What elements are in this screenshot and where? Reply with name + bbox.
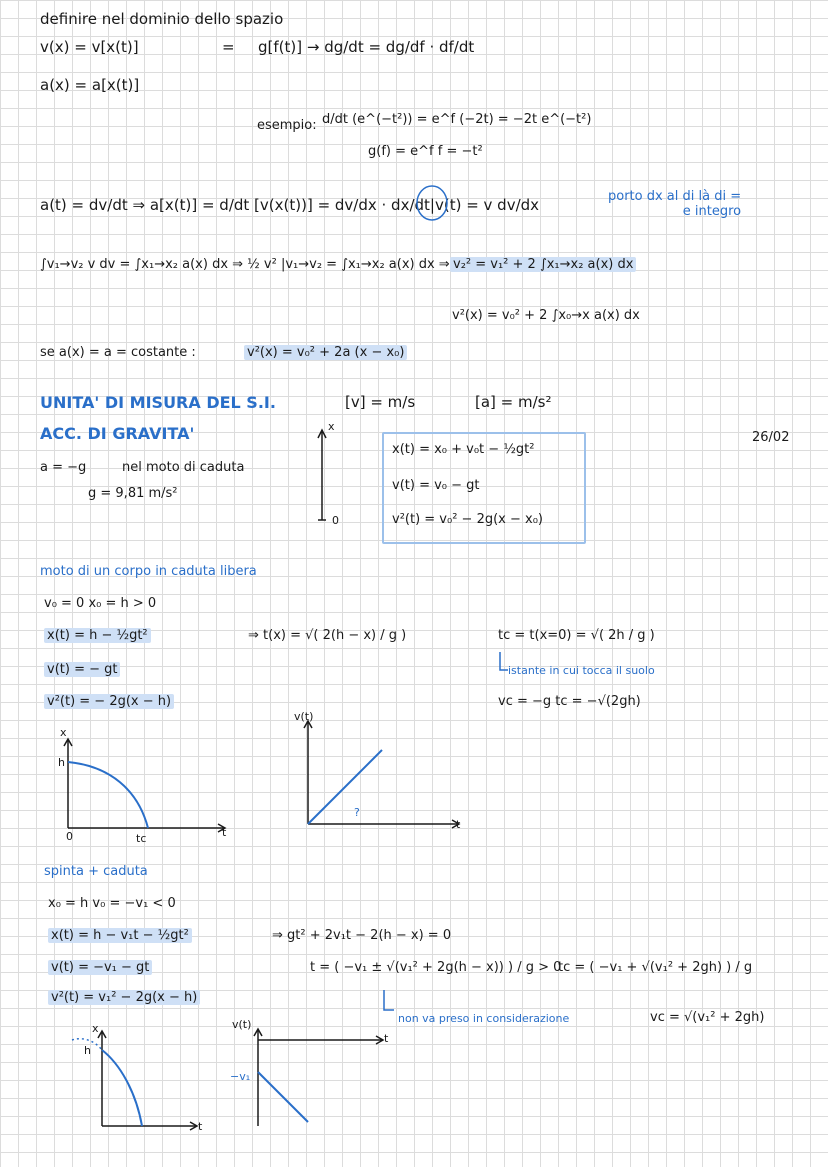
box-velocity-squared-equation: v²(t) = v₀² − 2g(x − x₀) (392, 512, 543, 527)
integration-note: porto dx al di là di = e integro (608, 189, 742, 219)
graph3-t-label: t (198, 1120, 203, 1133)
integral-result-highlight: v₂² = v₁² + 2 ∫x₁→x₂ a(x) dx (450, 257, 636, 272)
graph1-tc-label: tc (136, 832, 147, 845)
date: 26/02 (752, 430, 790, 445)
free-fall-heading: moto di un corpo in caduta libera (40, 564, 257, 579)
throw-impact-time: tc = ( −v₁ + √(v₁² + 2gh) ) / g (558, 960, 753, 975)
free-fall-velocity-highlight: v(t) = − gt (44, 662, 120, 677)
dxdt-circle (417, 186, 447, 220)
si-units-heading: UNITA' DI MISURA DEL S.I. (40, 393, 276, 412)
graph3-h-label: h (84, 1044, 91, 1057)
graph2-question-mark: ? (354, 806, 360, 819)
constant-acceleration-label: se a(x) = a = costante : (40, 345, 196, 360)
v-of-x-definition: v(x) = v[x(t)] (40, 38, 139, 56)
graph1-h-label: h (58, 756, 65, 769)
graph4-t-label: t (384, 1032, 389, 1045)
chain-rule: g[f(t)] → dg/dt = dg/df · df/dt (258, 38, 475, 56)
vertical-axis-x-label: x (328, 420, 335, 433)
free-fall-velocity-squared-highlight: v²(t) = − 2g(x − h) (44, 694, 174, 709)
throw-fall-velocity-highlight: v(t) = −v₁ − gt (48, 960, 152, 975)
a-of-x-definition: a(x) = a[x(t)] (40, 76, 140, 94)
impact-time-note: istante in cui tocca il suolo (508, 664, 655, 677)
solution-note: non va preso in considerazione (398, 1012, 570, 1025)
gravity-heading: ACC. DI GRAVITA' (40, 424, 195, 443)
graph2-t-label: t (456, 818, 461, 831)
box-velocity-equation: v(t) = v₀ − gt (392, 478, 480, 493)
constant-result-highlight: v²(x) = v₀² + 2a (x − x₀) (244, 345, 407, 360)
vertical-axis-origin-label: 0 (332, 514, 339, 527)
graph1-y-label: x (60, 726, 67, 739)
quadratic-solution: t = ( −v₁ ± √(v₁² + 2g(h − x)) ) / g > 0 (310, 960, 562, 975)
equals-sign: = (222, 38, 235, 56)
example-definition: g(f) = e^f f = −t² (368, 144, 483, 159)
free-fall-position-highlight: x(t) = h − ½gt² (44, 628, 151, 643)
solution-bracket (384, 990, 394, 1010)
throw-impact-velocity: vc = √(v₁² + 2gh) (650, 1010, 765, 1025)
graph3-curve (102, 1050, 142, 1126)
graph3-y-label: x (92, 1022, 99, 1035)
intro-line: definire nel dominio dello spazio (40, 10, 284, 28)
gravity-a-note: nel moto di caduta (122, 460, 245, 475)
impact-time: tc = t(x=0) = √( 2h / g ) (498, 628, 655, 643)
gravity-a-equation: a = −g (40, 460, 87, 475)
velocity-unit: [v] = m/s (345, 393, 416, 411)
acceleration-unit: [a] = m/s² (475, 393, 552, 411)
free-fall-initial-conditions: v₀ = 0 x₀ = h > 0 (44, 596, 157, 611)
graph4-line (258, 1072, 308, 1122)
throw-fall-position-highlight: x(t) = h − v₁t − ½gt² (48, 928, 192, 943)
graph1-origin-label: 0 (66, 830, 73, 843)
throw-fall-heading: spinta + caduta (44, 864, 148, 879)
throw-fall-initial-conditions: x₀ = h v₀ = −v₁ < 0 (48, 896, 176, 911)
graph3-dotted-arc (72, 1039, 102, 1050)
velocity-integral: ∫v₁→v₂ v dv = ∫x₁→x₂ a(x) dx ⇒ ½ v² |v₁→v₂ = ∫x₁→x₂ a(x) dx ⇒ (40, 257, 450, 272)
graph2-line (308, 750, 382, 824)
graph4-y-label: v(t) (232, 1018, 252, 1031)
quadratic-equation: ⇒ gt² + 2v₁t − 2(h − x) = 0 (272, 928, 452, 943)
graph1-t-label: t (222, 826, 227, 839)
example-label: esempio: (257, 118, 317, 133)
box-position-equation: x(t) = x₀ + v₀t − ½gt² (392, 442, 535, 457)
tc-note-bracket (500, 652, 508, 670)
graph4-v1-label: −v₁ (230, 1070, 251, 1083)
throw-fall-velocity-squared-highlight: v²(t) = v₁² − 2g(x − h) (48, 990, 200, 1005)
example-equation: d/dt (e^(−t²)) = e^f (−2t) = −2t e^(−t²) (322, 112, 592, 127)
graph2-y-label: v(t) (294, 710, 314, 723)
g-value: g = 9,81 m/s² (88, 486, 178, 501)
graph1-curve (68, 762, 148, 828)
acceleration-chain-derivation: a(t) = dv/dt ⇒ a[x(t)] = d/dt [v(x(t))] = dv/dx · dx/dt|v(t) = v dv/dx (40, 196, 540, 214)
general-velocity-equation: v²(x) = v₀² + 2 ∫x₀→x a(x) dx (452, 308, 640, 323)
impact-velocity: vc = −g tc = −√(2gh) (498, 694, 641, 709)
time-of-position: ⇒ t(x) = √( 2(h − x) / g ) (248, 628, 407, 643)
